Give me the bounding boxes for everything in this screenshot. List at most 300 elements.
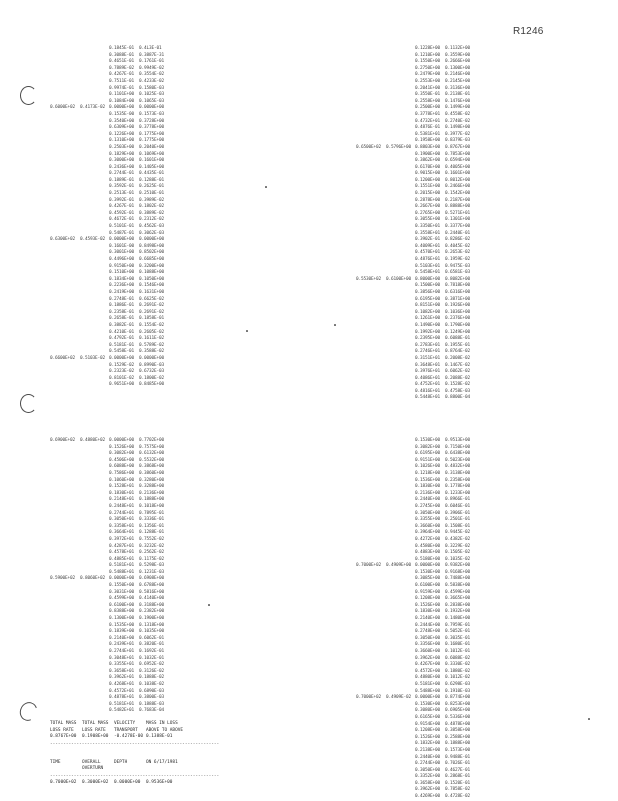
table-cell: 0.2783E+01 [415, 342, 440, 348]
table-cell: 0.2503E+00 [109, 144, 134, 150]
table-cell: 0.6900E+02 [50, 438, 75, 443]
table-cell: 0.4173E-02 [80, 105, 105, 111]
table-cell: 0.3977E-02 [445, 131, 470, 137]
table-row [356, 774, 475, 781]
table-cell: 0.3050E+00 [415, 767, 440, 773]
table-cell: 0.1301E+00 [445, 217, 470, 223]
table-cell: 0.1775E+00 [139, 138, 164, 144]
table-cell [80, 530, 109, 537]
table-cell: 0.3330E-02 [445, 662, 470, 668]
table-cell [50, 290, 80, 297]
table-cell [50, 66, 80, 73]
table-cell [50, 451, 80, 458]
punch-hole-mark [20, 394, 37, 413]
table-cell [386, 257, 415, 264]
table-cell [386, 445, 415, 452]
table-cell [356, 224, 386, 231]
table-cell [80, 557, 109, 564]
table-cell: 0.5103E+01 [415, 263, 440, 269]
table-cell [356, 596, 386, 603]
table-cell: 0.4883E+00 [415, 550, 440, 556]
table-cell: 0.1510E+00 [109, 270, 134, 276]
table-cell: 0.1601E+00 [139, 158, 164, 164]
table-cell [386, 544, 415, 551]
table-cell: 0.4506E+00 [109, 457, 134, 463]
table-row [356, 59, 475, 66]
table-row [50, 682, 226, 689]
table-cell [386, 781, 415, 788]
table-cell [356, 178, 386, 185]
scan-speck [588, 718, 590, 720]
table-cell: 0.1231E-03 [139, 569, 164, 575]
table-cell [50, 458, 80, 465]
table-cell [386, 590, 415, 597]
table-row [356, 257, 475, 264]
table-cell [356, 330, 386, 337]
table-cell: 0.6581E-03 [445, 270, 470, 276]
table-cell [50, 629, 80, 636]
table-cell: 0.6300E+02 [50, 237, 75, 243]
table-row [356, 46, 475, 53]
table-cell [50, 119, 80, 126]
table-cell [50, 484, 80, 491]
table-cell: 0.3800E-03 [139, 695, 164, 701]
table-cell: 0.1888E+00 [445, 741, 470, 747]
table-cell [386, 369, 415, 376]
table-cell: 0.2562E-02 [139, 550, 164, 556]
table-cell: 0.1761E-01 [139, 59, 164, 65]
table-cell [80, 119, 109, 126]
table-cell: 0.2146E+00 [445, 72, 470, 78]
table-cell [80, 224, 109, 231]
table-cell: 0.2744E+01 [109, 510, 134, 516]
table-cell: 0.9151E+00 [415, 457, 440, 463]
table-cell: 0.6165E+00 [415, 714, 440, 720]
table-cell: 0.3126E-02 [139, 668, 164, 674]
table-cell [80, 537, 109, 544]
table-row [50, 237, 169, 244]
table-cell [80, 596, 109, 603]
table-cell: 0.3050E+01 [109, 517, 134, 523]
table-cell [356, 343, 386, 350]
table-row [50, 544, 226, 551]
table-cell [356, 642, 386, 649]
table-cell: 0.4572E+01 [109, 688, 134, 694]
table-cell: 0.3820E-01 [139, 642, 164, 648]
table-cell: 0.7959E-01 [445, 622, 470, 628]
table-cell [386, 211, 415, 218]
table-cell: 0.1526E+00 [415, 734, 440, 740]
table-row [50, 46, 169, 53]
table-cell [80, 491, 109, 498]
table-cell [356, 451, 386, 458]
table-row [50, 649, 226, 656]
table-cell: 0.1012E-01 [445, 649, 470, 654]
table-cell [50, 616, 80, 623]
table-cell [386, 224, 415, 231]
table-cell [386, 550, 415, 557]
table-cell [356, 356, 386, 363]
table-cell: 0.3050E+00 [415, 635, 440, 641]
table-cell [386, 204, 415, 211]
table-cell: 0.1910E-03 [445, 688, 470, 694]
table-cell: 0.4728E-02 [445, 794, 470, 800]
table-cell [356, 369, 386, 376]
table-row [356, 316, 475, 323]
table-row [356, 356, 475, 363]
table-cell [386, 464, 415, 471]
table-row [50, 583, 226, 590]
table-cell: 0.8767E+00 [445, 144, 470, 150]
table-row [356, 563, 475, 570]
table-row [50, 72, 169, 79]
table-cell [386, 283, 415, 290]
table-row [50, 464, 226, 471]
table-cell: 0.8485E+00 [139, 382, 164, 388]
table-cell: 0.1101E+00 [109, 92, 134, 98]
table-cell: 0.9168E+00 [445, 569, 470, 575]
table-cell: 0.5023E+00 [445, 457, 470, 463]
table-cell [386, 451, 415, 458]
table-cell: 0.3355E+00 [415, 517, 440, 523]
table-cell: 0.3377E+00 [445, 224, 470, 230]
table-cell: 0.1026E+00 [415, 464, 440, 470]
table-cell [356, 191, 386, 198]
table-cell: 0.6000E+02 [50, 105, 75, 111]
table-cell: 0.3232E-02 [139, 543, 164, 549]
table-cell [50, 217, 80, 224]
summary-cell: LOSS RATE [82, 727, 106, 733]
table-cell: 0.2510E-01 [139, 191, 164, 197]
table-cell: 0.3658E+01 [109, 668, 134, 674]
table-cell: 0.1886E-01 [109, 303, 134, 309]
table-cell: 0.2658E-01 [109, 316, 134, 322]
table-cell: 0.9513E+00 [445, 438, 470, 443]
table-row [50, 356, 169, 363]
table-cell [50, 184, 80, 191]
table-cell [386, 682, 415, 689]
table-cell: 0.1932E+00 [445, 609, 470, 615]
table-cell [80, 303, 109, 310]
table-cell [356, 72, 386, 79]
table-cell [386, 86, 415, 93]
table-cell: 0.6298E-03 [445, 681, 470, 687]
table-row [356, 112, 475, 119]
table-cell: 0.1829E+00 [109, 151, 134, 157]
table-cell [386, 458, 415, 465]
table-cell [386, 768, 415, 775]
table-cell [356, 755, 386, 762]
table-cell: 0.9475E-03 [445, 263, 470, 269]
table-cell [386, 198, 415, 205]
table-cell: 0.2444E+00 [415, 622, 440, 628]
table-cell [386, 119, 415, 126]
table-row [50, 524, 226, 531]
table-cell [386, 649, 415, 656]
table-cell: 0.2666E+00 [445, 59, 470, 65]
table-cell [386, 178, 415, 185]
table-cell: 0.4140E+00 [139, 596, 164, 602]
table-cell [50, 323, 80, 330]
table-cell [386, 112, 415, 119]
table-row [356, 204, 475, 211]
table-row [356, 761, 475, 768]
table-cell [80, 125, 109, 132]
table-cell [50, 445, 80, 452]
table-cell: 0.1800E-02 [139, 375, 164, 381]
table-cell [50, 204, 80, 211]
table-cell: 0.3858E+00 [445, 728, 470, 734]
table-cell: 0.3588E-02 [139, 349, 164, 355]
table-row [50, 257, 169, 264]
table-cell [80, 478, 109, 485]
table-cell: 0.2187E+00 [445, 197, 470, 203]
table-cell [80, 310, 109, 317]
table-cell [50, 138, 80, 145]
table-cell: 0.1032E-01 [139, 655, 164, 661]
table-row [50, 369, 169, 376]
table-cell [356, 303, 386, 310]
table-row [50, 623, 226, 630]
table-cell [50, 283, 80, 290]
table-cell [80, 695, 109, 702]
table-row [50, 270, 169, 277]
table-cell [356, 722, 386, 729]
table-cell: 0.2312E-02 [139, 217, 164, 223]
table-cell: 0.1356E-01 [139, 523, 164, 529]
table-cell [50, 596, 80, 603]
table-cell [356, 204, 386, 211]
table-cell [386, 623, 415, 630]
table-cell [50, 297, 80, 304]
table-cell: 0.1249E+00 [445, 329, 470, 335]
table-cell: 0.3188E+00 [139, 602, 164, 608]
table-cell [80, 669, 109, 676]
table-cell [356, 609, 386, 616]
table-cell: 0.2148E+01 [109, 497, 134, 503]
table-cell: 0.6100E+00 [109, 602, 134, 608]
table-cell: 0.3138E+00 [445, 470, 470, 476]
table-cell: 0.3288E+00 [139, 484, 164, 490]
table-cell [356, 290, 386, 297]
table-cell [50, 152, 80, 159]
punch-hole-mark [17, 699, 40, 723]
table-cell: 0.1858E-01 [139, 316, 164, 322]
table-cell: 0.4269E+00 [415, 794, 440, 800]
table-cell [50, 623, 80, 630]
table-cell [356, 198, 386, 205]
table-cell: 0.5487E-01 [109, 230, 134, 236]
summary-cell: TOTAL MASS [50, 720, 77, 726]
table-cell: 0.4268E+01 [109, 681, 134, 687]
table-row [356, 662, 475, 669]
table-cell: 0.4758E-03 [445, 388, 470, 394]
table-row [50, 629, 226, 636]
table-cell: 0.1218E+00 [415, 470, 440, 476]
table-cell [356, 649, 386, 656]
table-row [50, 471, 226, 478]
table-cell [80, 464, 109, 471]
table-cell [386, 105, 415, 112]
table-cell [50, 250, 80, 257]
table-cell: 0.3962E+00 [415, 655, 440, 661]
table-cell: 0.7858E-02 [445, 787, 470, 793]
table-cell: 0.3728E+00 [139, 118, 164, 124]
table-cell: 0.1542E+00 [445, 191, 470, 197]
table-cell: 0.8379E-03 [445, 138, 470, 144]
table-cell: 0.2553E+00 [415, 78, 440, 84]
table-cell: 0.1880E-02 [445, 668, 470, 674]
table-cell [80, 178, 109, 185]
table-cell: 0.6100E+00 [386, 276, 411, 282]
table-row [356, 530, 475, 537]
table-row [50, 204, 169, 211]
table-cell: 0.4233E-02 [139, 78, 164, 84]
table-cell [50, 511, 80, 518]
table-cell [386, 774, 415, 781]
table-cell [50, 478, 80, 485]
table-cell [356, 774, 386, 781]
table-cell [50, 695, 80, 702]
table-cell: 0.5530E+02 [356, 276, 381, 282]
table-cell [386, 748, 415, 755]
table-cell: 0.7150E+00 [445, 444, 470, 450]
table-cell: 0.2088E-02 [445, 375, 470, 381]
table-row [356, 537, 475, 544]
table-cell [386, 316, 415, 323]
table-row [50, 530, 226, 537]
table-row [50, 689, 226, 696]
table-cell [356, 550, 386, 557]
summary-cell: LOSS RATE [50, 727, 74, 733]
table-cell: 0.6195E+00 [415, 451, 440, 457]
table-cell [80, 689, 109, 696]
table-cell [356, 99, 386, 106]
table-cell [80, 376, 109, 383]
table-cell: 0.1551E+00 [415, 184, 440, 190]
table-cell: 0.7702E+00 [139, 438, 164, 443]
table-row [356, 649, 475, 656]
table-cell: 0.1038E-02 [139, 681, 164, 687]
table-cell [80, 336, 109, 343]
table-cell [80, 563, 109, 570]
table-cell [386, 728, 415, 735]
table-cell [50, 53, 80, 60]
table-cell [80, 217, 109, 224]
table-cell [80, 79, 109, 86]
table-cell [386, 524, 415, 531]
table-cell [50, 675, 80, 682]
table-cell [50, 491, 80, 498]
table-cell [80, 53, 109, 60]
table-cell [386, 343, 415, 350]
table-cell: 0.9949E-02 [139, 65, 164, 71]
table-cell [386, 270, 415, 277]
table-cell: 0.4287E+01 [109, 543, 134, 549]
table-cell: 0.3082E+00 [109, 451, 134, 457]
table-cell: 0.2750E+00 [415, 65, 440, 71]
summary-cell: 0.9536E+00 [146, 779, 173, 785]
table-cell: 0.4382E-02 [445, 536, 470, 542]
table-cell: 0.3151E+01 [415, 355, 440, 361]
table-cell: 0.1467E-02 [445, 362, 470, 368]
table-cell: 0.6788E+00 [139, 583, 164, 589]
table-cell [356, 748, 386, 755]
table-cell: 0.3989E-02 [139, 197, 164, 203]
table-row [50, 662, 226, 669]
table-cell: 0.1132E+00 [445, 46, 470, 51]
table-cell [80, 250, 109, 257]
table-cell: 0.1261E+00 [415, 316, 440, 322]
table-cell: 0.3658E+00 [415, 780, 440, 786]
table-cell: 0.4885E+01 [109, 556, 134, 562]
table-cell: 0.8286E-02 [445, 237, 470, 243]
table-cell [356, 530, 386, 537]
table-row [50, 563, 226, 570]
table-cell [80, 517, 109, 524]
table-cell: 0.2744E+01 [109, 649, 134, 654]
table-cell [80, 629, 109, 636]
scan-speck [334, 324, 336, 326]
table-cell: 0.4732E+01 [415, 118, 440, 124]
table-cell: 0.6905E+00 [445, 708, 470, 714]
table-cell: 0.1955E-01 [445, 342, 470, 348]
table-cell: 0.9159E+00 [415, 589, 440, 595]
table-cell [386, 389, 415, 396]
table-cell: 0.1546E+00 [139, 283, 164, 289]
table-cell [386, 761, 415, 768]
table-cell: 0.2140E+00 [109, 635, 134, 641]
table-cell [80, 458, 109, 465]
table-cell: 0.3906E-01 [445, 510, 470, 516]
table-cell [356, 544, 386, 551]
summary-cell: TRANSPORT [114, 727, 138, 733]
table-cell: 0.6100E+00 [415, 583, 440, 589]
table-cell: 0.8012E+00 [445, 177, 470, 183]
table-row [356, 748, 475, 755]
table-cell [356, 662, 386, 669]
summary-cell: OVERALL [82, 759, 101, 765]
table-cell: 0.5103E-02 [80, 355, 105, 361]
table-row [50, 511, 226, 518]
table-cell: 0.3355E+01 [109, 662, 134, 668]
table-row [50, 250, 169, 257]
table-cell: 0.5298E-03 [139, 563, 164, 569]
table-cell [50, 198, 80, 205]
table-row [50, 708, 226, 715]
table-cell [50, 316, 80, 323]
table-cell: 0.4562E-03 [139, 224, 164, 230]
table-cell: 0.1889E-01 [109, 177, 134, 183]
table-cell: 0.5381E+01 [415, 131, 440, 137]
table-cell: 0.1208E+00 [415, 728, 440, 734]
table-cell: 0.1834E+00 [109, 276, 134, 282]
table-row [356, 438, 475, 445]
summary-cell: TIME [50, 759, 61, 765]
table-cell [356, 92, 386, 99]
table-row [50, 171, 169, 178]
table-cell [356, 132, 386, 139]
table-row [356, 191, 475, 198]
table-cell: 0.3778E+00 [139, 125, 164, 131]
table-cell [386, 708, 415, 715]
table-cell: 0.1065E-03 [139, 98, 164, 104]
table-row [50, 458, 226, 465]
table-cell: 0.2145E+00 [445, 78, 470, 84]
table-cell [356, 79, 386, 86]
table-row [356, 138, 475, 145]
table-cell: 0.1050E+00 [139, 276, 164, 282]
